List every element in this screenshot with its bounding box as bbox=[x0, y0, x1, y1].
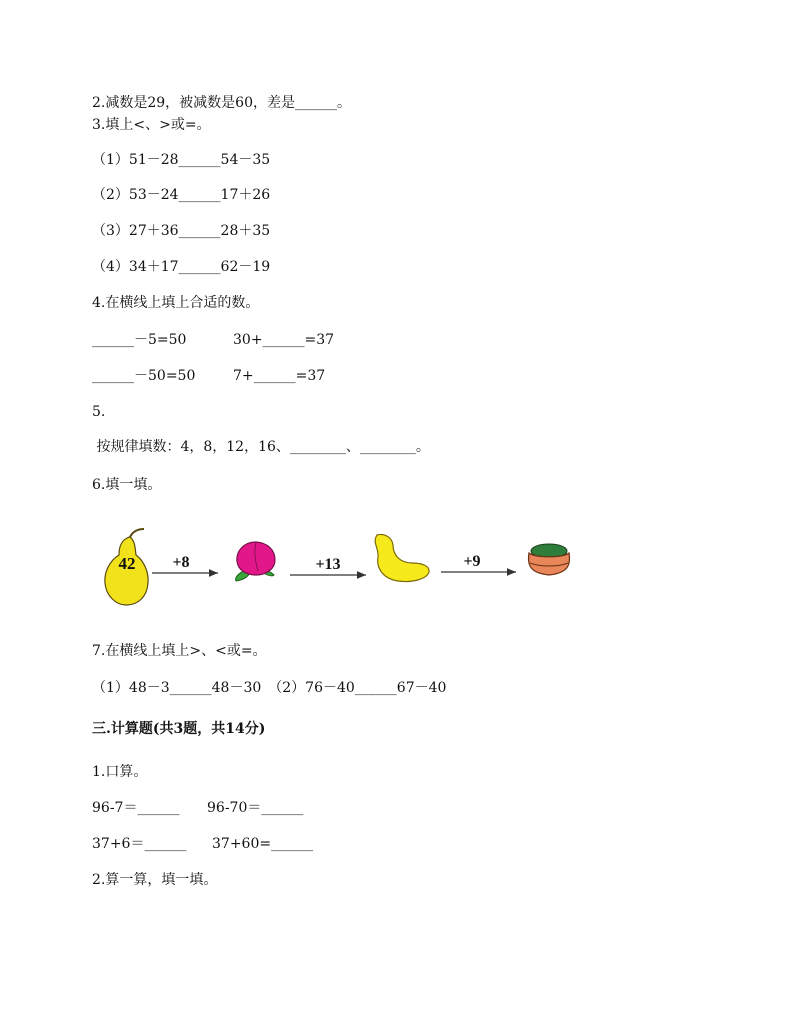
step-label-1: +8 bbox=[172, 554, 190, 571]
q4-row2-right: 7+______=37 bbox=[233, 368, 326, 384]
q4-title: 4.在横线上填上合适的数。 bbox=[92, 295, 260, 311]
q3-item: （2）53－24______17＋26 bbox=[92, 187, 271, 203]
section3-heading: 三.计算题(共3题，共14分) bbox=[92, 721, 266, 737]
calc1-title: 1.口算。 bbox=[92, 764, 148, 780]
peach-icon bbox=[236, 542, 275, 581]
calc1-row2-left: 37+6＝______ bbox=[92, 836, 187, 852]
calc1-row2-right: 37+60=______ bbox=[212, 836, 314, 852]
q7-title: 7.在横线上填上>、<或=。 bbox=[92, 643, 267, 659]
step-label-2: +13 bbox=[315, 556, 341, 573]
bowl-icon bbox=[528, 544, 569, 575]
q3-item: （4）34＋17______62－19 bbox=[92, 259, 271, 275]
fruit-sequence-figure bbox=[0, 525, 794, 620]
step-label-3: +9 bbox=[463, 553, 481, 570]
calc2-title: 2.算一算，填一填。 bbox=[92, 872, 218, 888]
q5-text: 按规律填数：4，8，12，16、________、________。 bbox=[92, 439, 430, 455]
q3-item: （1）51－28______54－35 bbox=[92, 152, 271, 168]
q5-number: 5. bbox=[92, 404, 106, 420]
q4-row2-left: ______－50=50 bbox=[92, 368, 196, 384]
banana-icon bbox=[375, 534, 429, 581]
q3-title: 3.填上<、>或=。 bbox=[92, 117, 211, 133]
calc1-row1-left: 96-7＝______ bbox=[92, 800, 180, 816]
calc1-row1-right: 96-70＝______ bbox=[207, 800, 304, 816]
pear-value: 42 bbox=[118, 554, 136, 573]
q6-title: 6.填一填。 bbox=[92, 477, 162, 493]
q2-text: 2.减数是29，被减数是60，差是______。 bbox=[92, 95, 351, 111]
q3-item: （3）27＋36______28＋35 bbox=[92, 223, 271, 239]
q4-row1-left: ______－5=50 bbox=[92, 332, 187, 348]
q7-items: （1）48－3______48－30 （2）76－40______67－40 bbox=[92, 680, 447, 696]
q4-row1-right: 30+______=37 bbox=[233, 332, 335, 348]
